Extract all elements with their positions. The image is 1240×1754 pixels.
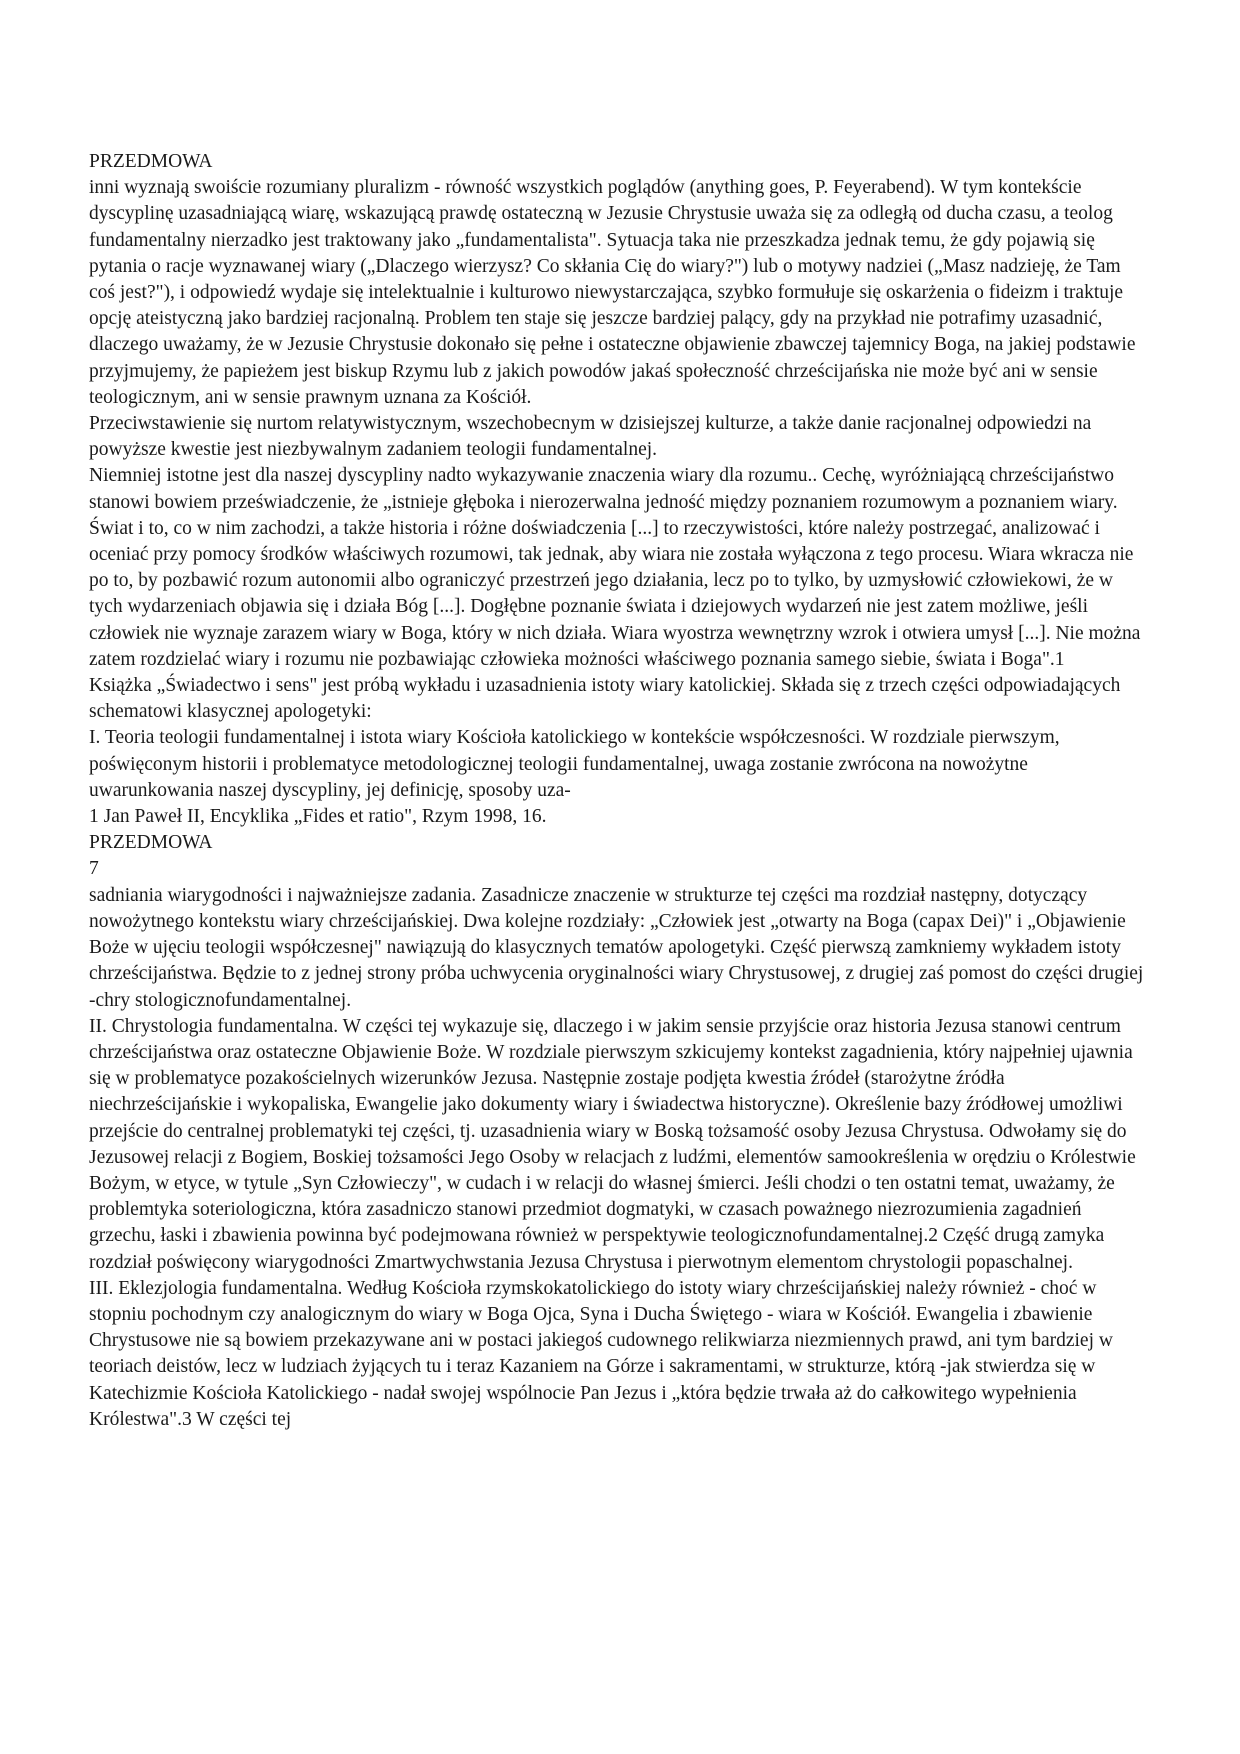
- page-number: 7: [89, 858, 99, 880]
- running-header: PRZEDMOWA: [89, 832, 213, 854]
- document-page: [89, 149, 1151, 1433]
- heading-przedmowa: PRZEDMOWA: [89, 151, 213, 172]
- footnote-1: 1 Jan Paweł II, Encyklika „Fides et ratio", Rzym 1998, 16.: [89, 806, 547, 828]
- paragraph-part-one-continued: sadniania wiarygodności i najważniejsze zadania. Zasadnicze znaczenie w strukturze tej części ma rozdział następny, dotyczący nowożytnego kontekstu wiary chrześcijańskiej. Dwa kolejne rozdziały: „Człowiek jest „otwarty na Boga (capax Dei)" i „Objawienie Boże w ujęciu teologii współczesnej" nawiązują do klasycznych tematów apologetyki. Część pierwszą zamkniemy wykładem istoty chrześcijaństwa. Będzie to z jednej strony próba uchwycenia oryginalności wiary Chrystusowej, z drugiej zaś pomost do części drugiej -chry stologicznofundamentalnej.: [89, 884, 1144, 1011]
- paragraph-part-two: II. Chrystologia fundamentalna. W części tej wykazuje się, dlaczego i w jakim sensie przyjście oraz historia Jezusa stanowi centrum chrześcijaństwa oraz ostateczne Objawienie Boże. W rozdziale pierwszym szkicujemy kontekst zagadnienia, który najpełniej ujawnia się w problematyce pozakościelnych wizerunków Jezusa. Następnie zostaje podjęta kwestia źródeł (starożytne źródła niechrześcijańskie i wykopaliska, Ewangelie jako dokumenty wiary i świadectwa historyczne). Określenie bazy źródłowej umożliwi przejście do centralnej problematyki tej części, tj. uzasadnienia wiary w Boską tożsamość osoby Jezusa Chrystusa. Odwołamy się do Jezusowej relacji z Bogiem, Boskiej tożsamości Jego Osoby w relacjach z ludźmi, elementów samookreślenia w orędziu o Królestwie Bożym, w etyce, w tytule „Syn Człowieczy", w cudach i w relacji do własnej śmierci. Jeśli chodzi o ten ostatni temat, uważamy, że problemtyka soteriologiczna, która zasadniczo stanowi przedmiot dogmatyki, w czasach poważnego niezrozumienia zagadnień grzechu, łaski i zbawienia powinna być podejmowana również w perspektywie teologicznofundamentalnej.2 Część drugą zamyka rozdział poświęcony wiarygodności Zmartwychwstania Jezusa Chrystusa i pierwotnym elementom chrystologii popaschalnej.: [89, 1015, 1136, 1273]
- paragraph-part-one: I. Teoria teologii fundamentalnej i istota wiary Kościoła katolickiego w kontekście współczesności. W rozdziale pierwszym, poświęconym historii i problematyce metodologicznej teologii fundamentalnej, uwaga zostanie zwrócona na nowożytne uwarunkowania naszej dyscypliny, jej definicję, sposoby uza-: [89, 727, 1060, 801]
- paragraph-faith-reason: Niemniej istotne jest dla naszej dyscypliny nadto wykazywanie znaczenia wiary dla rozumu.. Cechę, wyróżniającą chrześcijaństwo stanowi bowiem przeświadczenie, że „istnieje głęboka i nierozerwalna jedność między poznaniem rozumowym a poznaniem wiary. Świat i to, co w nim zachodzi, a także historia i różne doświadczenia [...] to rzeczywistości, które należy postrzegać, analizować i oceniać przy pomocy środków właściwych rozumowi, tak jednak, aby wiara nie została wyłączona z tego procesu. Wiara wkracza nie po to, by pozbawić rozum autonomii albo ograniczyć przestrzeń jego działania, lecz po to tylko, by uzmysłowić człowiekowi, że w tych wydarzeniach objawia się i działa Bóg [...]. Dogłębne poznanie świata i dziejowych wydarzeń nie jest zatem możliwe, jeśli człowiek nie wyznaje zarazem wiary w Boga, który w nich działa. Wiara wyostrza wewnętrzny wzrok i otwiera umysł [...]. Nie można zatem rozdzielać wiary i rozumu nie pozbawiając człowieka możności właściwego poznania samego siebie, świata i Boga".1: [89, 465, 1141, 670]
- paragraph-pluralism: inni wyznają swoiście rozumiany pluralizm - równość wszystkich poglądów (anything goes, P. Feyerabend). W tym kontekście dyscyplinę uzasadniającą wiarę, wskazującą prawdę ostateczną w Jezusie Chrystusie uważa się za odległą od ducha czasu, a teolog fundamentalny nierzadko jest traktowany jako „fundamentalista". Sytuacja taka nie przeszkadza jednak temu, że gdy pojawią się pytania o racje wyznawanej wiary („Dlaczego wierzysz? Co skłania Cię do wiary?") lub o motywy nadziei („Masz nadzieję, że Tam coś jest?"), i odpowiedź wydaje się intelektualnie i kulturowo niewystarczająca, szybko formułuje się oskarżenia o fideizm i traktuje opcję ateistyczną jako bardziej racjonalną. Problem ten staje się jeszcze bardziej palący, gdy na przykład nie potrafimy uzasadnić, dlaczego uważamy, że w Jezusie Chrystusie dokonało się pełne i ostateczne objawienie zbawczej tajemnicy Boga, na jakiej podstawie przyjmujemy, że papieżem jest biskup Rzymu lub z jakich powodów jakaś społeczność chrześcijańska nie może być ani w sensie teologicznym, ani w sensie prawnym uznana za Kościół.: [89, 177, 1136, 408]
- paragraph-relativism: Przeciwstawienie się nurtom relatywistycznym, wszechobecnym w dzisiejszej kulturze, a także danie racjonalnej odpowiedzi na powyższe kwestie jest niezbywalnym zadaniem teologii fundamentalnej.: [89, 413, 1092, 461]
- paragraph-part-three: III. Eklezjologia fundamentalna. Według Kościoła rzymskokatolickiego do istoty wiary chrześcijańskiej należy również - choć w stopniu pochodnym czy analogicznym do wiary w Boga Ojca, Syna i Ducha Świętego - wiara w Kościół. Ewangelia i zbawienie Chrystusowe nie są bowiem przekazywane ani w postaci jakiegoś cudownego relikwiarza niezmiennych prawd, ani tym bardziej w teoriach deistów, lecz w ludziach żyjących tu i teraz Kazaniem na Górze i sakramentami, w strukturze, którą -jak stwierdza się w Katechizmie Kościoła Katolickiego - nadał swojej wspólnocie Pan Jezus i „która będzie trwała aż do całkowitego wypełnienia Królestwa".3 W części tej: [89, 1277, 1113, 1430]
- paragraph-book-intro: Książka „Świadectwo i sens" jest próbą wykładu i uzasadnienia istoty wiary katolickiej. Składa się z trzech części odpowiadających schematowi klasycznej apologetyki:: [89, 675, 1121, 723]
